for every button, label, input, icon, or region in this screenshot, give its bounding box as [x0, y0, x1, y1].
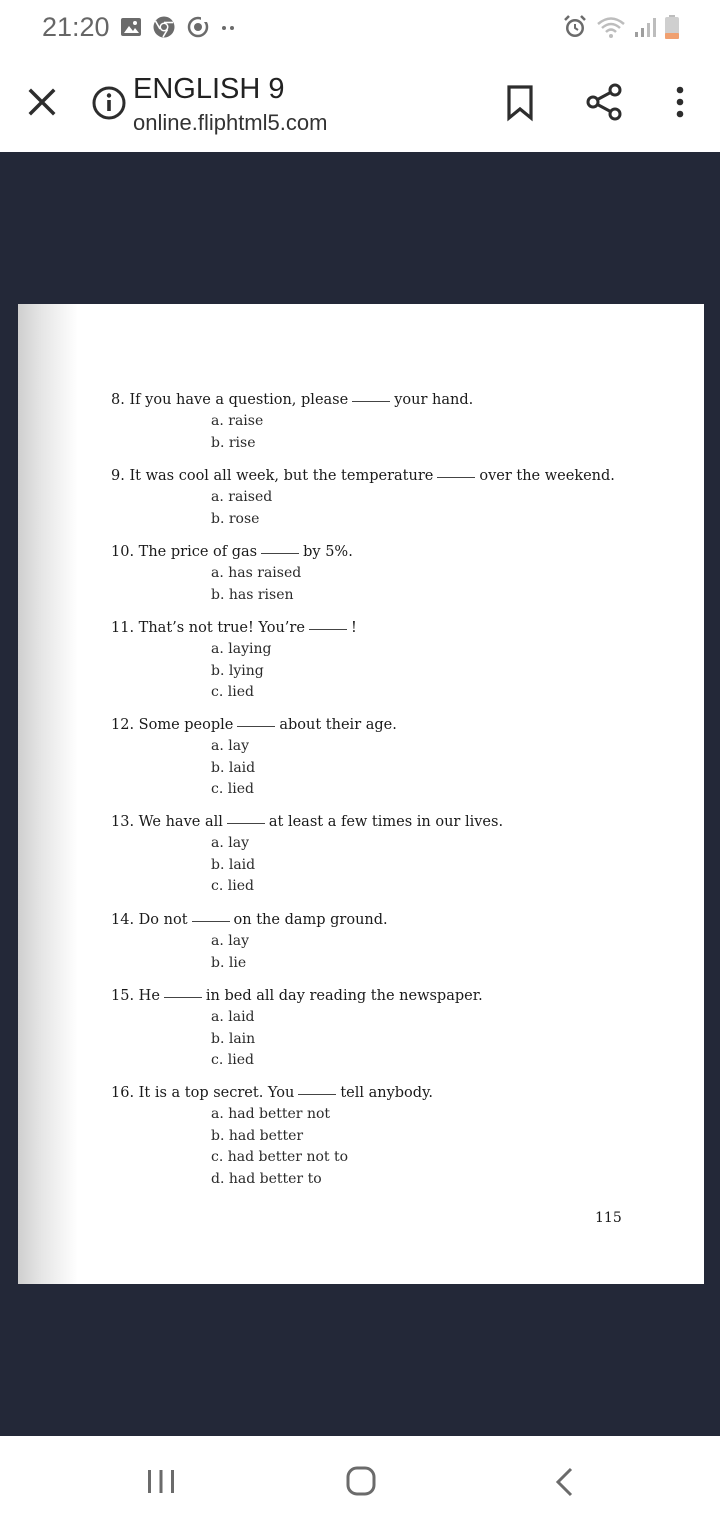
answer-option: d. had better to: [211, 1170, 322, 1187]
answer-option: a. laid: [211, 1009, 255, 1025]
gallery-icon: [120, 16, 142, 38]
chrome-icon: [152, 15, 176, 39]
question-stem: [111, 1083, 433, 1104]
answer-blank: [298, 1094, 336, 1095]
question-stem: [111, 812, 503, 833]
bookmark-icon[interactable]: [504, 84, 536, 122]
more-notifications-icon: [220, 15, 238, 39]
question-text-after-blank: in bed all day reading the newspaper.: [205, 988, 483, 1004]
page-spine-shadow: [18, 304, 78, 1284]
battery-icon: [664, 14, 680, 40]
answer-blank: [352, 401, 390, 402]
answer-option: b. rose: [211, 510, 260, 527]
question-stem: [111, 910, 388, 931]
question-text-after-blank: on the damp ground.: [233, 912, 388, 928]
question-text-after-blank: your hand.: [394, 392, 474, 408]
alarm-icon: [562, 14, 588, 40]
more-vertical-icon[interactable]: [668, 82, 692, 122]
signal-icon: [634, 15, 656, 39]
question-text-before-blank: 12. Some people: [111, 717, 234, 733]
answer-option: c. lied: [211, 878, 254, 894]
question-item: [111, 390, 473, 454]
answer-blank: [227, 823, 265, 824]
question-stem: [111, 542, 353, 563]
question-stem: [111, 618, 357, 639]
answer-option: b. has risen: [211, 586, 294, 603]
answer-option: a. lay: [211, 933, 249, 949]
question-text-before-blank: 9. It was cool all week, but the temperature: [111, 468, 434, 484]
question-text-before-blank: 8. If you have a question, please: [111, 392, 349, 408]
status-bar: [0, 0, 720, 56]
answer-option: c. had better not to: [211, 1149, 349, 1165]
answer-blank: [437, 477, 475, 478]
answer-option: b. laid: [211, 856, 256, 873]
system-icons: [562, 14, 680, 40]
answer-blank: [309, 629, 347, 630]
question-item: [111, 618, 357, 704]
answer-option: b. laid: [211, 759, 256, 776]
question-text-before-blank: 14. Do not: [111, 912, 188, 928]
page-title: ENGLISH 9: [133, 73, 285, 105]
question-text-after-blank: !: [350, 620, 357, 636]
question-text-after-blank: by 5%.: [303, 544, 353, 560]
page-number: 115: [595, 1210, 622, 1226]
status-time: 21:20: [42, 12, 110, 42]
question-item: [111, 715, 397, 801]
share-icon[interactable]: [584, 82, 624, 122]
answer-option: a. has raised: [211, 565, 302, 581]
question-item: [111, 812, 503, 898]
question-text-after-blank: at least a few times in our lives.: [268, 814, 504, 830]
question-stem: [111, 986, 483, 1007]
answer-option: c. lied: [211, 684, 254, 700]
book-page[interactable]: [18, 304, 704, 1284]
answer-option: a. raised: [211, 489, 273, 505]
page-url[interactable]: online.fliphtml5.com: [133, 110, 328, 135]
answer-option: a. laying: [211, 641, 272, 657]
question-item: [111, 1083, 433, 1190]
answer-blank: [237, 726, 275, 727]
answer-option: b. lain: [211, 1030, 256, 1047]
wifi-icon: [596, 15, 626, 39]
answer-option: a. had better not: [211, 1106, 331, 1122]
answer-option: b. lie: [211, 954, 247, 971]
question-item: [111, 466, 615, 530]
question-text-before-blank: 16. It is a top secret. You: [111, 1085, 295, 1101]
answer-blank: [192, 921, 230, 922]
question-text-after-blank: tell anybody.: [340, 1085, 433, 1101]
answer-option: b. rise: [211, 434, 256, 451]
question-text-before-blank: 15. He: [111, 988, 160, 1004]
answer-option: c. lied: [211, 1052, 254, 1068]
answer-option: a. lay: [211, 835, 249, 851]
answer-option: b. had better: [211, 1127, 304, 1144]
answer-option: c. lied: [211, 781, 254, 797]
home-icon[interactable]: [345, 1465, 377, 1497]
question-stem: [111, 390, 473, 411]
answer-blank: [164, 997, 202, 998]
recents-icon[interactable]: [145, 1467, 177, 1495]
question-stem: [111, 715, 397, 736]
question-text-before-blank: 11. That’s not true! You’re: [111, 620, 305, 636]
sync-icon: [186, 15, 210, 39]
answer-option: b. lying: [211, 662, 264, 679]
answer-option: a. lay: [211, 738, 249, 754]
question-text-after-blank: about their age.: [279, 717, 397, 733]
close-icon[interactable]: [22, 82, 62, 122]
question-item: [111, 986, 483, 1072]
question-text-before-blank: 10. The price of gas: [111, 544, 258, 560]
question-stem: [111, 466, 615, 487]
notification-icons: [120, 15, 238, 39]
answer-option: a. raise: [211, 413, 264, 429]
answer-blank: [261, 553, 299, 554]
question-text-before-blank: 13. We have all: [111, 814, 223, 830]
back-icon[interactable]: [552, 1466, 576, 1498]
browser-app-bar: [0, 56, 720, 152]
info-icon[interactable]: [91, 85, 127, 121]
question-item: [111, 542, 353, 606]
system-nav-bar: [0, 1436, 720, 1520]
question-text-after-blank: over the weekend.: [479, 468, 615, 484]
question-item: [111, 910, 388, 974]
